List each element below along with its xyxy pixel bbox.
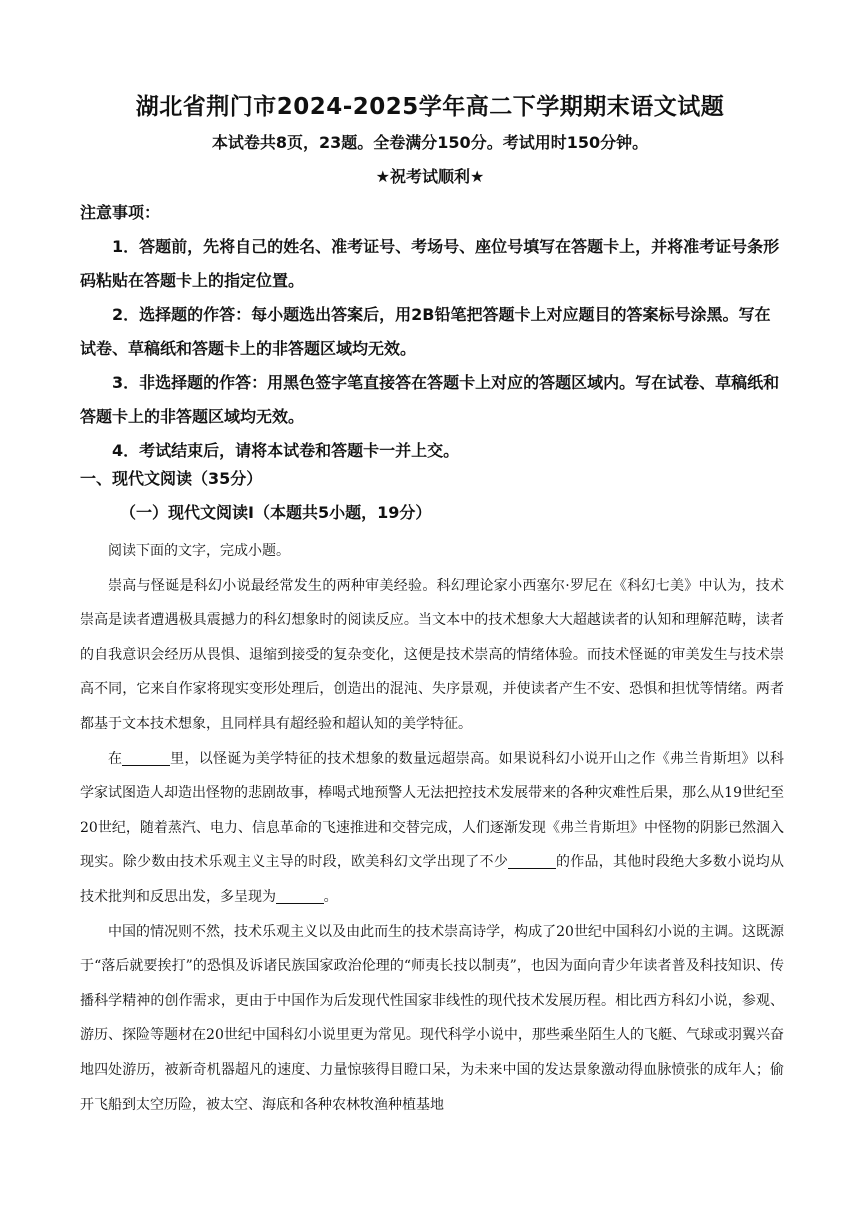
good-luck-line: ★祝考试顺利★ bbox=[375, 167, 485, 186]
notice-list bbox=[80, 230, 784, 468]
text-span: 。 bbox=[323, 888, 338, 905]
notice-item: 3．非选择题的作答：用黑色签字笔直接答在答题卡上对应的答题区域内。写在试卷、草稿纸和答题卡上的非答题区域均无效。 bbox=[80, 373, 780, 426]
passage-paragraph bbox=[80, 742, 784, 915]
exam-info: 本试卷共8页，23题。全卷满分150分。考试用时150分钟。 bbox=[211, 133, 649, 152]
page-title: 湖北省荆门市2024-2025学年高二下学期期末语文试题 bbox=[135, 94, 725, 120]
passage-paragraph: 中国的情况则不然，技术乐观主义以及由此而生的技术崇高诗学，构成了20世纪中国科幻小说的主调。这既源于“落后就要挨打”的恐惧及诉诸民族国家政治伦理的“师夷长技以制夷”，也因为面向青少年读者普及科技知识、传播科学精神的创作需求，更由于中国作为后发现代性国家非线性的现代技术发展历程。相比西方科幻小说，参观、游历、探险等题材在20世纪中国科幻小说里更为常见。现代科学小说中，那些乘坐陌生人的飞艇、气球或羽翼兴奋地四处游历，被新奇机器超凡的速度、力量惊骇得目瞪口呆，为未来中国的发达景象激动得血脉愤张的成年人；偷开飞船到太空历险，被太空、海底和各种农林牧渔种植基地 bbox=[80, 923, 784, 1113]
notice-item: 1．答题前，先将自己的姓名、准考证号、考场号、座位号填写在答题卡上，并将准考证号条形码粘贴在答题卡上的指定位置。 bbox=[80, 237, 780, 290]
text-span: 的作品，其他时段绝大多数小说均从技术批判和反思出发，多呈现为 bbox=[80, 854, 785, 905]
fill-blank bbox=[122, 751, 170, 766]
notice-item: 4．考试结束后，请将本试卷和答题卡一并上交。 bbox=[112, 441, 460, 460]
subsection-heading: （一）现代文阅读Ⅰ（本题共5小题，19分） bbox=[120, 503, 432, 522]
notice-item: 2．选择题的作答：每小题选出答案后，用2B铅笔把答题卡上对应题目的答案标号涂黑。写在试卷、草稿纸和答题卡上的非答题区域均无效。 bbox=[80, 305, 771, 358]
fill-blank bbox=[276, 889, 324, 904]
passage-paragraph: 崇高与怪诞是科幻小说最经常发生的两种审美经验。科幻理论家小西塞尔·罗尼在《科幻七美》中认为，技术崇高是读者遭遇极具震撼力的科幻想象时的阅读反应。当文本中的技术想象大大超越读者的认知和理解范畴，读者的自我意识会经历从畏惧、退缩到接受的复杂变化，这便是技术崇高的情绪体验。而技术怪诞的审美发生与技术崇高不同，它来自作家将现实变形处理后，创造出的混沌、失序景观，并使读者产生不安、恐惧和担忧等情绪。两者都基于文本技术想象，且同样具有超经验和超认知的美学特征。 bbox=[80, 577, 784, 732]
text-span: 里，以怪诞为美学特征的技术想象的数量远超崇高。如果说科幻小说开山之作《弗兰肯斯坦》以科学家试图造人却造出怪物的悲剧故事，棒喝式地预警人无法把控技术发展带来的各种灾难性后果，那么从19世纪至20世纪，随着蒸汽、电力、信息革命的飞速推进和交替完成，人们逐渐发现《弗兰肯斯坦》中怪物的阴影已然涸入现实。除少数由技术乐观主义主导的时段，欧美科幻文学出现了不少 bbox=[80, 750, 785, 871]
reading-passage bbox=[80, 534, 784, 1122]
text-span: 在 bbox=[108, 750, 123, 767]
notice-heading: 注意事项： bbox=[80, 203, 161, 222]
section-heading: 一、现代文阅读（35分） bbox=[80, 469, 263, 488]
instruction-text: 阅读下面的文字，完成小题。 bbox=[108, 543, 290, 559]
fill-blank bbox=[508, 854, 556, 869]
